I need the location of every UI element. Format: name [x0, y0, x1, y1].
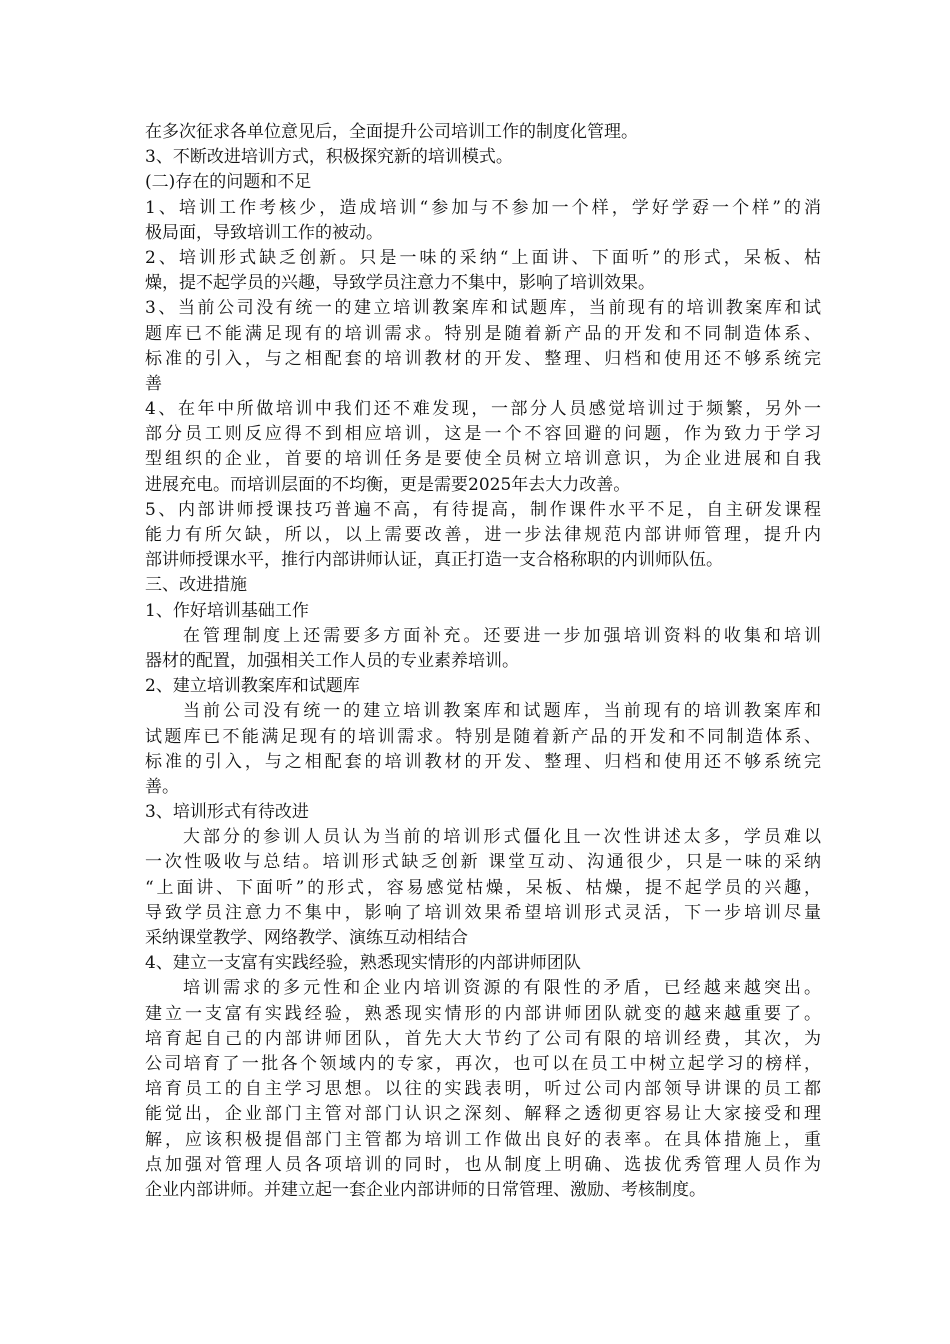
- text-line: 培育起自己的内部讲师团队，首先大大节约了公司有限的培训经费，其次，为: [145, 1028, 821, 1049]
- text-line: 极局面，导致培训工作的被动。: [145, 222, 383, 243]
- text-line: 能觉出，企业部门主管对部门认识之深刻、解释之透彻更容易让大家接受和理: [145, 1104, 821, 1125]
- text-line: 在多次征求各单位意见后，全面提升公司培训工作的制度化管理。: [145, 122, 638, 142]
- text-line: 试题库已不能满足现有的培训需求。特别是随着新产品的开发和不同制造体系、: [145, 726, 821, 747]
- text-line: 4、建立一支富有实践经验，熟悉现实情形的内部讲师团队: [145, 953, 581, 974]
- text-line: 培训需求的多元性和企业内培训资源的有限性的矛盾，已经越来越突出。: [183, 978, 821, 999]
- text-line: 导致学员注意力不集中，影响了培训效果希望培训形式灵活，下一步培训尽量: [145, 902, 821, 923]
- text-line: 三、改进措施: [145, 575, 247, 596]
- text-line: 善: [145, 373, 162, 394]
- text-line: 1、作好培训基础工作: [145, 600, 309, 621]
- text-line: 企业内部讲师。并建立起一套企业内部讲师的日常管理、激励、考核制度。: [145, 1179, 706, 1200]
- text-line: 标准的引入，与之相配套的培训教材的开发、整理、归档和使用还不够系统完: [145, 348, 821, 369]
- text-line: 3、不断改进培训方式，积极探究新的培训模式。: [145, 147, 513, 168]
- text-line: 当前公司没有统一的建立培训教案库和试题库，当前现有的培训教案库和: [183, 701, 821, 722]
- text-line: 培育员工的自主学习思想。以往的实践表明，听过公司内部领导讲课的员工都: [145, 1079, 821, 1100]
- text-line: 标准的引入，与之相配套的培训教材的开发、整理、归档和使用还不够系统完: [145, 751, 821, 772]
- text-line: 点加强对管理人员各项培训的同时，也从制度上明确、选拔优秀管理人员作为: [145, 1154, 821, 1175]
- text-line: 部分员工则反应得不到相应培训，这是一个不容回避的问题，作为致力于学习: [145, 424, 821, 445]
- text-line: 型组织的企业，首要的培训任务是要使全员树立培训意识，为企业进展和自我: [145, 449, 821, 470]
- text-line: 4、在年中所做培训中我们还不难发现，一部分人员感觉培训过于频繁，另外一: [145, 399, 821, 420]
- text-line: “上面讲、下面听”的形式，容易感觉枯燥，呆板、枯燥，提不起学员的兴趣，: [145, 877, 821, 898]
- text-line: 进展充电。而培训层面的不均衡，更是需要2025年去大力改善。: [145, 474, 631, 495]
- text-line: 5、内部讲师授课技巧普遍不高，有待提高，制作课件水平不足，自主研发课程: [145, 499, 821, 520]
- text-line: 题库已不能满足现有的培训需求。特别是随着新产品的开发和不同制造体系、: [145, 323, 821, 344]
- text-line: (二)存在的问题和不足: [145, 172, 312, 193]
- text-line: 采纳课堂教学、网络教学、演练互动相结合: [145, 928, 468, 948]
- text-line: 3、当前公司没有统一的建立培训教案库和试题库，当前现有的培训教案库和试: [145, 298, 821, 319]
- text-line: 一次性吸收与总结。培训形式缺乏创新 课堂互动、沟通很少，只是一味的采纳: [145, 852, 821, 873]
- text-line: 器材的配置，加强相关工作人员的专业素养培训。: [145, 650, 519, 671]
- text-line: 2、培训形式缺乏创新。只是一味的采纳“上面讲、下面听”的形式，呆板、枯: [145, 247, 821, 268]
- text-line: 2、建立培训教案库和试题库: [145, 676, 360, 697]
- document-page: [145, 120, 821, 1203]
- text-line: 建立一支富有实践经验，熟悉现实情形的内部讲师团队就变的越来越重要了。: [145, 1003, 821, 1024]
- text-line: 燥，提不起学员的兴趣，导致学员注意力不集中，影响了培训效果。: [145, 273, 655, 294]
- text-line: 善。: [145, 776, 179, 797]
- text-line: 在管理制度上还需要多方面补充。还要进一步加强培训资料的收集和培训: [183, 625, 821, 646]
- text-line: 1、培训工作考核少，造成培训“参加与不参加一个样，学好学孬一个样”的消: [145, 197, 821, 218]
- text-line: 公司培育了一批各个领域内的专家，再次，也可以在员工中树立起学习的榜样，: [145, 1053, 821, 1074]
- text-line: 能力有所欠缺，所以，以上需要改善，进一步法律规范内部讲师管理，提升内: [145, 525, 821, 545]
- text-line: 解，应该积极提倡部门主管都为培训工作做出良好的表率。在具体措施上，重: [145, 1129, 821, 1150]
- text-line: 3、培训形式有待改进: [145, 802, 309, 823]
- text-line: 部讲师授课水平，推行内部讲师认证，真正打造一支合格称职的内训师队伍。: [145, 550, 723, 571]
- text-line: 大部分的参训人员认为当前的培训形式僵化且一次性讲述太多，学员难以: [183, 827, 821, 848]
